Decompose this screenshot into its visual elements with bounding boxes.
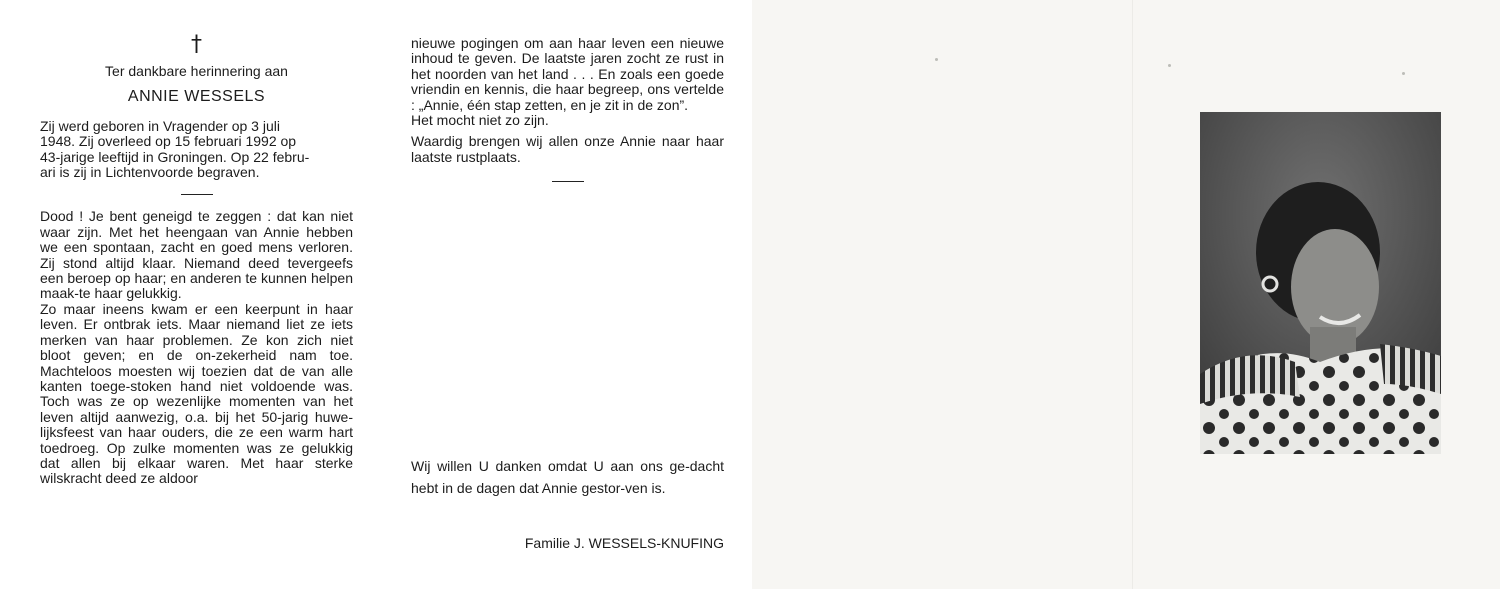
portrait-image: [1200, 112, 1441, 454]
deceased-name: ANNIE WESSELS: [127, 88, 266, 106]
paper-speck: [935, 58, 938, 61]
cross-icon: †: [191, 32, 202, 57]
dedication-intro: Ter dankbare herinnering aan: [105, 63, 288, 79]
bio-line: Zij werd geboren in Vragender op 3 juli: [40, 117, 280, 134]
portrait-photo: [1200, 112, 1441, 454]
family-signature: Familie J. WESSELS-KNUFING: [524, 535, 724, 551]
right-column: [411, 36, 724, 182]
paper-speck: [1168, 64, 1171, 67]
left-column: [40, 34, 353, 487]
fold-line: [1132, 0, 1133, 589]
bio-block: [40, 119, 353, 181]
divider: [552, 181, 584, 182]
memorial-paragraph: Het mocht niet zo zijn.: [411, 112, 549, 129]
memorial-paragraph: nieuwe pogingen om aan haar leven een nieuwe inhoud te geven. De laatste jaren zocht ze rust in het noorden van het land . . . En zoals een goede vriendin en kennis, die haar begreep, ons vertelde : „Annie, één stap zetten, en je zit in de zon”.: [411, 35, 724, 113]
bio-line: 1948. Zij overleed op 15 februari 1992 op: [40, 133, 297, 150]
divider: [181, 194, 213, 195]
memorial-paragraph: Zo maar ineens kwam er een keerpunt in haar leven. Er ontbrak iets. Maar niemand liet ze iets merken van haar problemen. Ze kon zich niet bloot geven; en de on-zekerheid nam toe. Machteloos moesten wij toezien dat de van alle kanten toege-stoken hand niet voldoende was. Toch was ze op wezenlijke momenten van het leven altijd aanwezig, o.a. bij het 50-jarig huwe-lijksfeest van haar ouders, die ze een warm hart toedroeg. Op zulke momenten was ze gelukkig dat allen bij elkaar waren. Met haar sterke wilskracht deed ze aldoor: [40, 300, 353, 487]
memorial-paragraph: Dood ! Je bent geneigd te zeggen : dat kan niet waar zijn. Met het heengaan van Annie hebben we een spontaan, zacht en goed mens verloren. Zij stond altijd klaar. Niemand deed tevergeefs een beroep op haar; en anderen te kunnen helpen maak-te haar gelukkig.: [40, 208, 353, 302]
bio-line: ari is zij in Lichtenvoorde begraven.: [40, 164, 260, 181]
thanks-text: Wij willen U danken omdat U aan ons ge-dacht hebt in de dagen dat Annie gestor-ven is.: [411, 458, 724, 496]
bio-line: 43-jarige leeftijd in Groningen. Op 22 febru-: [40, 148, 310, 165]
paper-speck: [1402, 72, 1405, 75]
memorial-paragraph: Waardig brengen wij allen onze Annie naar haar laatste rustplaats.: [411, 133, 724, 165]
